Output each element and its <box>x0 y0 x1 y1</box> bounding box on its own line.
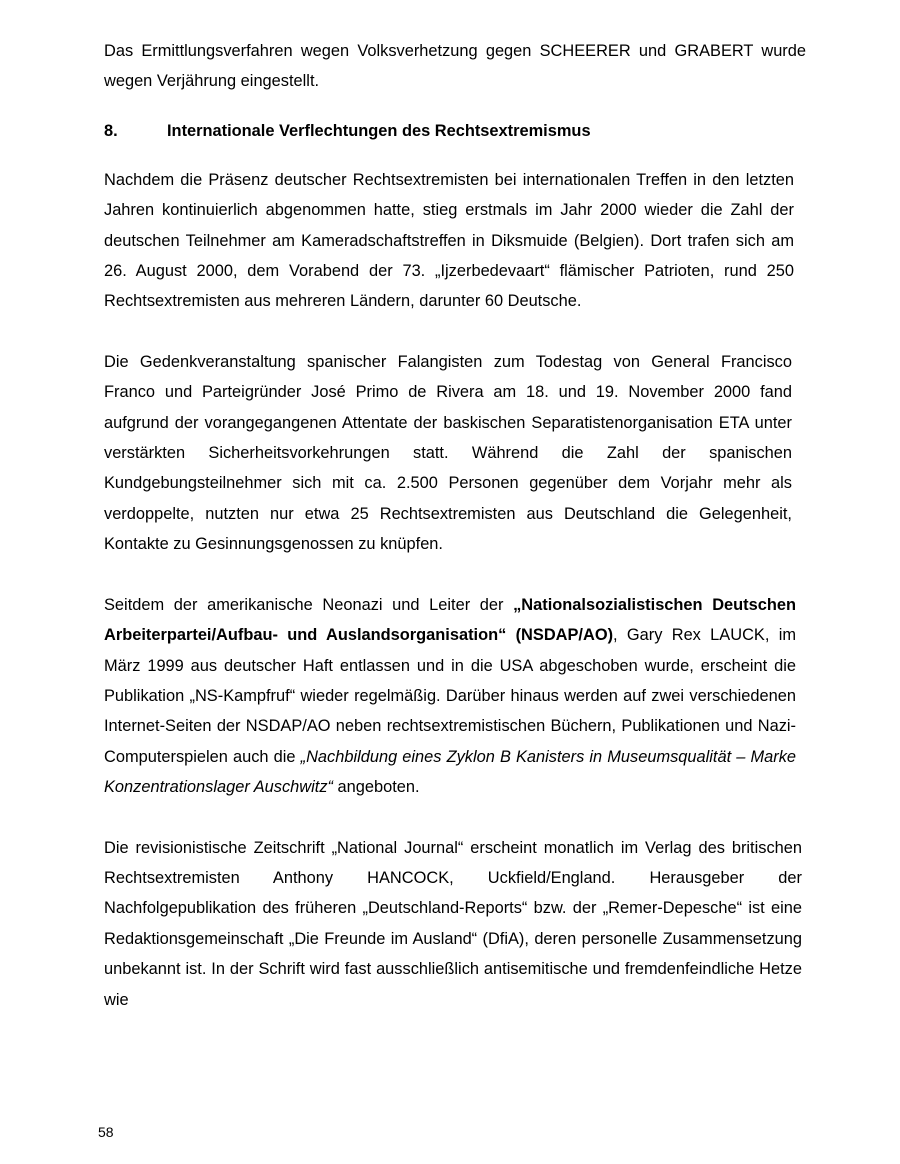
intro-paragraph: Das Ermittlungsverfahren wegen Volksverhetzung gegen SCHEERER und GRABERT wurde wegen Verjährung eingestellt. <box>104 42 806 91</box>
paragraph-falangisten: Die Gedenkveranstaltung spanischer Falangisten zum Todestag von General Francisco Franco und Parteigründer José Primo de Rivera am 18. und 19. November 2000 fand aufgrund der vorangegangenen Attentate der baskischen Separatistenorganisation ETA unter verstärkten Sicherheitsvorkehrungen statt. Während die Zahl der spanischen Kundgebungsteilnehmer sich mit ca. 2.500 Personen gegenüber dem Vorjahr mehr als verdoppelte, nutzten nur etwa 25 Rechtsextremisten aus Deutschland die Gelegenheit, Kontakte zu Gesinnungsgenossen zu knüpfen. <box>104 352 792 554</box>
section-title: Internationale Verflechtungen des Rechtsextremismus <box>167 121 591 140</box>
paragraph-national-journal: Die revisionistische Zeitschrift „National Journal“ erscheint monatlich im Verlag des britischen Rechtsextremisten Anthony HANCOCK, Uckfield/England. Herausgeber der Nachfolgepublikation des früheren „Deutschland-Reports“ bzw. der „Remer-Depesche“ ist eine Redaktionsgemeinschaft „Die Freunde im Ausland“ (DfiA), deren personelle Zusammensetzung unbekannt ist. In der Schrift wird fast ausschließlich antisemitische und fremdenfeindliche Hetze wie <box>104 838 802 1009</box>
section-number: 8. <box>104 121 118 140</box>
organization-name: „Nationalsozialistischen Deutschen Arbeiterpartei/Aufbau- und Auslandsorganisation“ (NSDAP/AO) <box>104 595 796 645</box>
paragraph-diksmuide: Nachdem die Präsenz deutscher Rechtsextremisten bei internationalen Treffen in den letzten Jahren kontinuierlich abgenommen hatte, stieg erstmals im Jahr 2000 wieder die Zahl der deutschen Teilnehmer am Kameradschaftstreffen in Diksmuide (Belgien). Dort trafen sich am 26. August 2000, dem Vorabend der 73. „Ijzerbedevaart“ flämischer Patrioten, rund 250 Rechtsextremisten aus mehreren Ländern, darunter 60 Deutsche. <box>104 170 794 311</box>
paragraph-text: angeboten. <box>332 778 420 797</box>
section-heading <box>104 121 806 141</box>
page-number: 58 <box>98 1124 114 1140</box>
paragraph-text: , Gary Rex LAUCK, im März 1999 aus deutscher Haft entlassen und in die USA abgeschoben wurde, erscheint die Publikation „NS-Kampfruf“ wieder regelmäßig. Darüber hinaus werden auf zwei verschiedenen Internet-Seiten der NSDAP/AO neben rechtsextremistischen Büchern, Publikationen und Nazi-Computerspielen auch die <box>104 626 796 766</box>
document-page <box>104 36 806 1015</box>
paragraph-text: Seitdem der amerikanische Neonazi und Leiter der <box>104 595 514 614</box>
italic-quote: „Nachbildung eines Zyklon B Kanisters in Museumsqualität – Marke Konzentrationslager Auschwitz“ <box>104 747 797 797</box>
paragraph-nsdap-ao <box>104 590 796 803</box>
